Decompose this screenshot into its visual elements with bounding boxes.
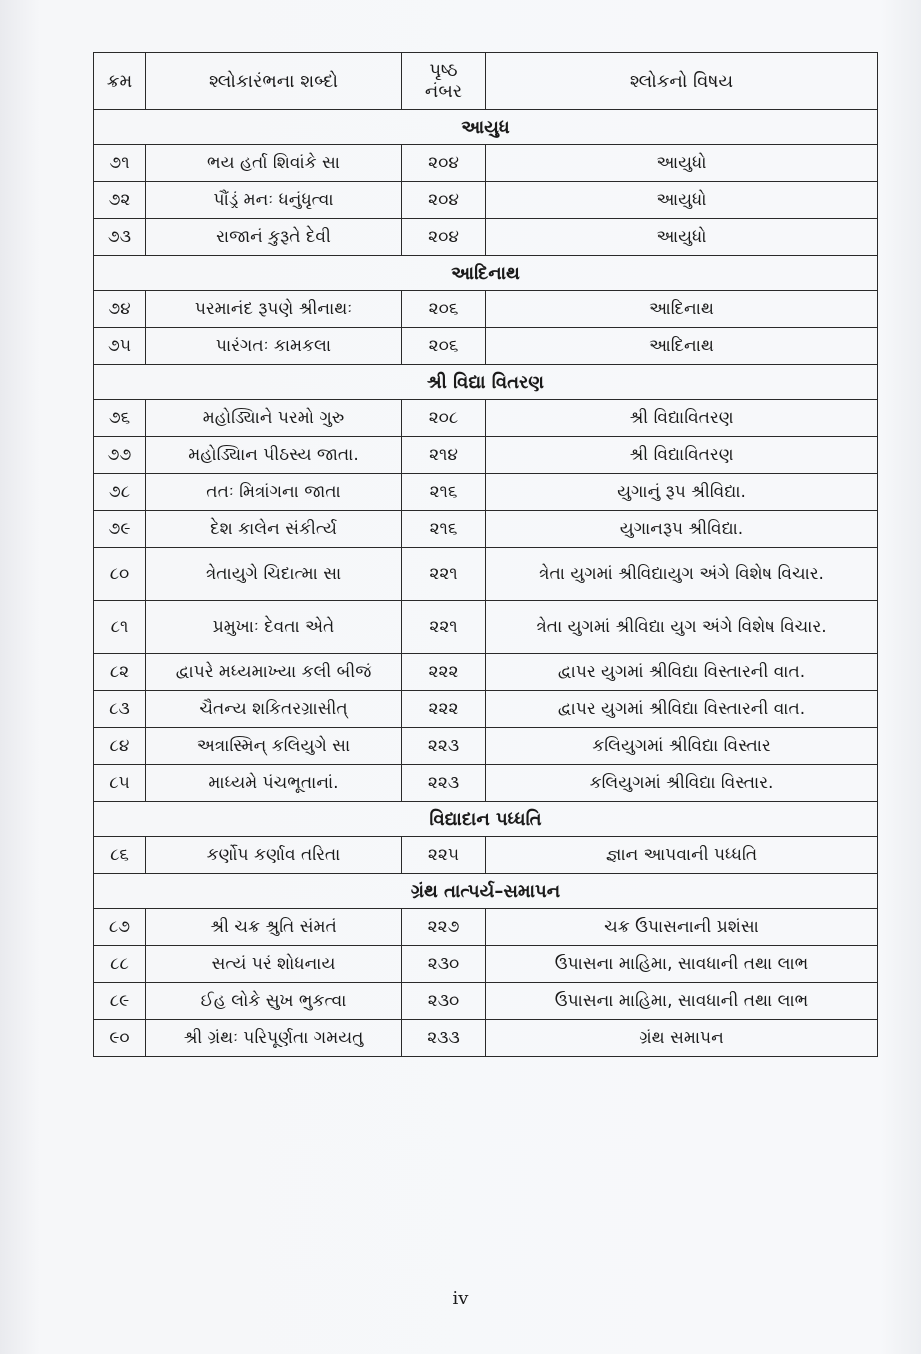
row-subject: ત્રેતા યુગમાં શ્રીવિદ્યાયુગ અંગે વિશેષ વિચાર.: [486, 548, 878, 601]
row-subject: કલિયુગમાં શ્રીવિદ્યા વિસ્તાર.: [486, 765, 878, 802]
row-number: ૭૩: [94, 219, 146, 256]
table-row: [94, 437, 878, 474]
row-number: ૮૧: [94, 601, 146, 654]
row-shloka-words: ભય હર્તા શિવાંકે સા: [146, 145, 402, 182]
section-row: [94, 802, 878, 837]
table-row: [94, 691, 878, 728]
row-number: ૭૯: [94, 511, 146, 548]
section-title: ગ્રંથ તાત્પર્ય–સમાપન: [94, 874, 878, 909]
row-page-number: ૨૩૦: [402, 983, 486, 1020]
row-number: ૮૪: [94, 728, 146, 765]
row-page-number: ૨૧૬: [402, 511, 486, 548]
table-row: [94, 837, 878, 874]
row-number: ૮૯: [94, 983, 146, 1020]
row-page-number: ૨૨૩: [402, 765, 486, 802]
table-row: [94, 601, 878, 654]
row-shloka-words: માધ્યમે પંચભૂતાનાં.: [146, 765, 402, 802]
table-row: [94, 474, 878, 511]
page-number: iv: [452, 1288, 469, 1309]
section-title: આદિનાથ: [94, 256, 878, 291]
table-row: [94, 511, 878, 548]
row-number: ૭૬: [94, 400, 146, 437]
row-subject: જ્ઞાન આપવાની પધ્ધતિ: [486, 837, 878, 874]
row-page-number: ૨૨૨: [402, 691, 486, 728]
row-subject: ત્રેતા યુગમાં શ્રીવિદ્યા યુગ અંગે વિશેષ વિચાર.: [486, 601, 878, 654]
row-subject: ગ્રંથ સમાપન: [486, 1020, 878, 1057]
row-page-number: ૨૨૧: [402, 601, 486, 654]
section-title: શ્રી વિદ્યા વિતરણ: [94, 365, 878, 400]
row-shloka-words: પૌંડ્રં મનઃ ધનુંધૃત્વા: [146, 182, 402, 219]
row-number: ૭૧: [94, 145, 146, 182]
table-row: [94, 291, 878, 328]
row-subject: આયુધો: [486, 219, 878, 256]
table-row: [94, 728, 878, 765]
row-page-number: ૨૨૫: [402, 837, 486, 874]
row-shloka-words: શ્રી ગ્રંથઃ પરિપૂર્ણતા ગમયતુ: [146, 1020, 402, 1057]
table-row: [94, 946, 878, 983]
section-row: [94, 365, 878, 400]
row-page-number: ૨૦૪: [402, 182, 486, 219]
row-number: ૮૫: [94, 765, 146, 802]
row-shloka-words: અત્રાસ્મિન્ કલિયુગે સા: [146, 728, 402, 765]
row-page-number: ૨૨૭: [402, 909, 486, 946]
row-page-number: ૨૩૦: [402, 946, 486, 983]
table-row: [94, 182, 878, 219]
row-shloka-words: ત્રેતાયુગે ચિદાત્મા સા: [146, 548, 402, 601]
row-subject: દ્વાપર યુગમાં શ્રીવિદ્યા વિસ્તારની વાત.: [486, 691, 878, 728]
row-shloka-words: શ્રી ચક્ર શ્રુતિ સંમતં: [146, 909, 402, 946]
row-page-number: ૨૩૩: [402, 1020, 486, 1057]
section-title: આયુધ: [94, 110, 878, 145]
table-row: [94, 654, 878, 691]
row-number: ૯૦: [94, 1020, 146, 1057]
row-shloka-words: દેશ કાલેન સંકીર્ત્ય: [146, 511, 402, 548]
row-page-number: ૨૧૪: [402, 437, 486, 474]
row-page-number: ૨૦૬: [402, 291, 486, 328]
row-number: ૮૮: [94, 946, 146, 983]
row-shloka-words: પારંગતઃ કામકલા: [146, 328, 402, 365]
row-page-number: ૨૨૩: [402, 728, 486, 765]
row-number: ૮૨: [94, 654, 146, 691]
row-number: ૮૩: [94, 691, 146, 728]
row-page-number: ૨૨૧: [402, 548, 486, 601]
row-number: ૮૭: [94, 909, 146, 946]
table-row: [94, 1020, 878, 1057]
row-subject: યુગાનરૂપ શ્રીવિદ્યા.: [486, 511, 878, 548]
row-page-number: ૨૦૮: [402, 400, 486, 437]
row-shloka-words: રાજાનં કુરૂતે દેવી: [146, 219, 402, 256]
table-row: [94, 400, 878, 437]
section-row: [94, 256, 878, 291]
header-words: શ્લોકારંભના શબ્દો: [146, 53, 402, 110]
row-subject: શ્રી વિદ્યાવિતરણ: [486, 400, 878, 437]
table-row: [94, 328, 878, 365]
row-page-number: ૨૦૬: [402, 328, 486, 365]
row-subject: શ્રી વિદ્યાવિતરણ: [486, 437, 878, 474]
row-subject: દ્વાપર યુગમાં શ્રીવિદ્યા વિસ્તારની વાત.: [486, 654, 878, 691]
row-shloka-words: મહોડ્યિાને પરમો ગુરુ: [146, 400, 402, 437]
row-shloka-words: ચૈતન્ય શકિતરગ્રાસીત્: [146, 691, 402, 728]
table-row: [94, 909, 878, 946]
table-row: [94, 765, 878, 802]
row-page-number: ૨૨૨: [402, 654, 486, 691]
row-shloka-words: તતઃ મિત્રાંગના જાતા: [146, 474, 402, 511]
section-title: વિદ્યાદાન પધ્ધતિ: [94, 802, 878, 837]
row-subject: યુગાનું રૂપ શ્રીવિદ્યા.: [486, 474, 878, 511]
header-subject: શ્લોકનો વિષય: [486, 53, 878, 110]
table-body: [94, 110, 878, 1057]
row-number: ૮૬: [94, 837, 146, 874]
section-row: [94, 874, 878, 909]
row-subject: આદિનાથ: [486, 328, 878, 365]
table-row: [94, 145, 878, 182]
row-shloka-words: કર્ણોપ કર્ણાવ તરિતા: [146, 837, 402, 874]
table-row: [94, 548, 878, 601]
row-subject: આદિનાથ: [486, 291, 878, 328]
row-page-number: ૨૧૬: [402, 474, 486, 511]
header-num: ક્રમ: [94, 53, 146, 110]
row-subject: ઉપાસના માહિમા, સાવધાની તથા લાભ: [486, 946, 878, 983]
row-number: ૭૭: [94, 437, 146, 474]
row-number: ૮૦: [94, 548, 146, 601]
table-header-row: [94, 53, 878, 110]
row-shloka-words: સત્યં પરં શોધનાય: [146, 946, 402, 983]
row-subject: ચક્ર ઉપાસનાની પ્રશંસા: [486, 909, 878, 946]
row-subject: ઉપાસના માહિમા, સાવધાની તથા લાભ: [486, 983, 878, 1020]
row-subject: આયુધો: [486, 182, 878, 219]
row-shloka-words: પ્રમુખાઃ દેવતા એતે: [146, 601, 402, 654]
row-shloka-words: પરમાનંદ રૂપણે શ્રીનાથઃ: [146, 291, 402, 328]
table-row: [94, 219, 878, 256]
index-table: [93, 52, 878, 1057]
row-subject: આયુધો: [486, 145, 878, 182]
header-page: પૃષ્ઠ નંબર: [402, 53, 486, 110]
row-page-number: ૨૦૪: [402, 219, 486, 256]
table-row: [94, 983, 878, 1020]
row-number: ૭૮: [94, 474, 146, 511]
row-number: ૭૫: [94, 328, 146, 365]
row-number: ૭૨: [94, 182, 146, 219]
row-shloka-words: મહોડ્યિાન પીઠસ્ય જાતા.: [146, 437, 402, 474]
section-row: [94, 110, 878, 145]
row-shloka-words: દ્વાપરે મધ્યમાખ્યા કલી બીજં: [146, 654, 402, 691]
row-number: ૭૪: [94, 291, 146, 328]
row-shloka-words: ઈહ લોકે સુખ ભુકત્વા: [146, 983, 402, 1020]
row-page-number: ૨૦૪: [402, 145, 486, 182]
row-subject: કલિયુગમાં શ્રીવિદ્યા વિસ્તાર: [486, 728, 878, 765]
